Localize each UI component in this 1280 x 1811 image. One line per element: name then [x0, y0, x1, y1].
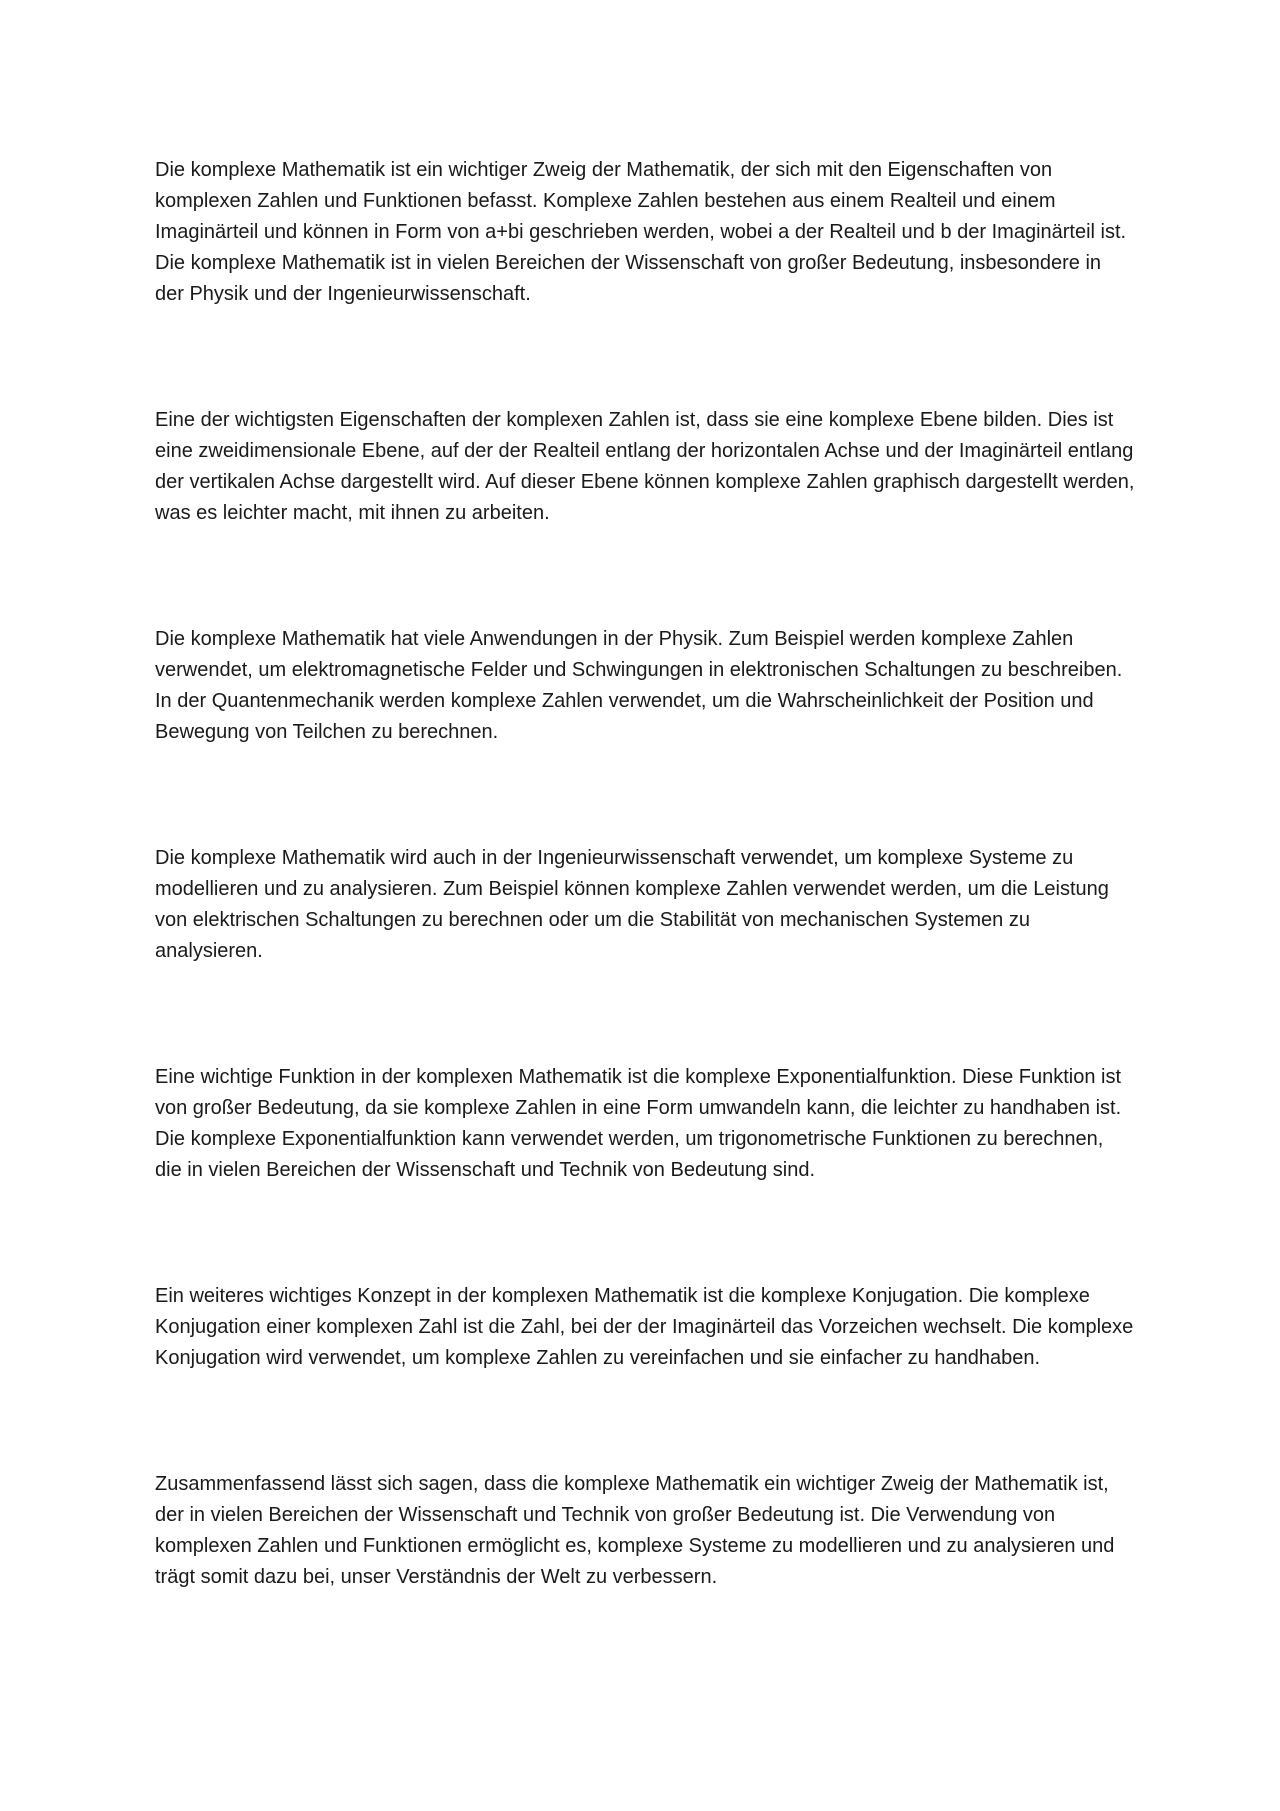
- paragraph-complex-plane: Eine der wichtigsten Eigenschaften der komplexen Zahlen ist, dass sie eine komplexe Ebene bilden. Dies ist eine zweidimensionale Ebene, auf der der Realteil entlang der horizontalen Achse und der Imaginärteil entlang der vertikalen Achse dargestellt wird. Auf dieser Ebene können komplexe Zahlen graphisch dargestellt werden, was es leichter macht, mit ihnen zu arbeiten.: [155, 409, 1135, 524]
- paragraph-engineering: Die komplexe Mathematik wird auch in der Ingenieurwissenschaft verwendet, um komplexe Systeme zu modellieren und zu analysieren. Zum Beispiel können komplexe Zahlen verwendet werden, um die Leistung von elektrischen Schaltungen zu berechnen oder um die Stabilität von mechanischen Systemen zu analysieren.: [155, 847, 1109, 962]
- document-body: [155, 155, 1135, 1593]
- paragraph-exponential-function: Eine wichtige Funktion in der komplexen Mathematik ist die komplexe Exponentialfunktion. Diese Funktion ist von großer Bedeutung, da sie komplexe Zahlen in eine Form umwandeln kann, die leichter zu handhaben ist. Die komplexe Exponentialfunktion kann verwendet werden, um trigonometrische Funktionen zu berechnen, die in vielen Bereichen der Wissenschaft und Technik von Bedeutung sind.: [155, 1066, 1122, 1181]
- paragraph-summary: Zusammenfassend lässt sich sagen, dass die komplexe Mathematik ein wichtiger Zweig der Mathematik ist, der in vielen Bereichen der Wissenschaft und Technik von großer Bedeutung ist. Die Verwendung von komplexen Zahlen und Funktionen ermöglicht es, komplexe Systeme zu modellieren und zu analysieren und trägt somit dazu bei, unser Verständnis der Welt zu verbessern.: [155, 1473, 1115, 1588]
- paragraph-physics: Die komplexe Mathematik hat viele Anwendungen in der Physik. Zum Beispiel werden komplexe Zahlen verwendet, um elektromagnetische Felder und Schwingungen in elektronischen Schaltungen zu beschreiben. In der Quantenmechanik werden komplexe Zahlen verwendet, um die Wahrscheinlichkeit der Position und Bewegung von Teilchen zu berechnen.: [155, 628, 1123, 743]
- paragraph-conjugation: Ein weiteres wichtiges Konzept in der komplexen Mathematik ist die komplexe Konjugation. Die komplexe Konjugation einer komplexen Zahl ist die Zahl, bei der der Imaginärteil das Vorzeichen wechselt. Die komplexe Konjugation wird verwendet, um komplexe Zahlen zu vereinfachen und sie einfacher zu handhaben.: [155, 1285, 1134, 1369]
- paragraph-intro: Die komplexe Mathematik ist ein wichtiger Zweig der Mathematik, der sich mit den Eigenschaften von komplexen Zahlen und Funktionen befasst. Komplexe Zahlen bestehen aus einem Realteil und einem Imaginärteil und können in Form von a+bi geschrieben werden, wobei a der Realteil und b der Imaginärteil ist. Die komplexe Mathematik ist in vielen Bereichen der Wissenschaft von großer Bedeutung, insbesondere in der Physik und der Ingenieurwissenschaft.: [155, 159, 1127, 305]
